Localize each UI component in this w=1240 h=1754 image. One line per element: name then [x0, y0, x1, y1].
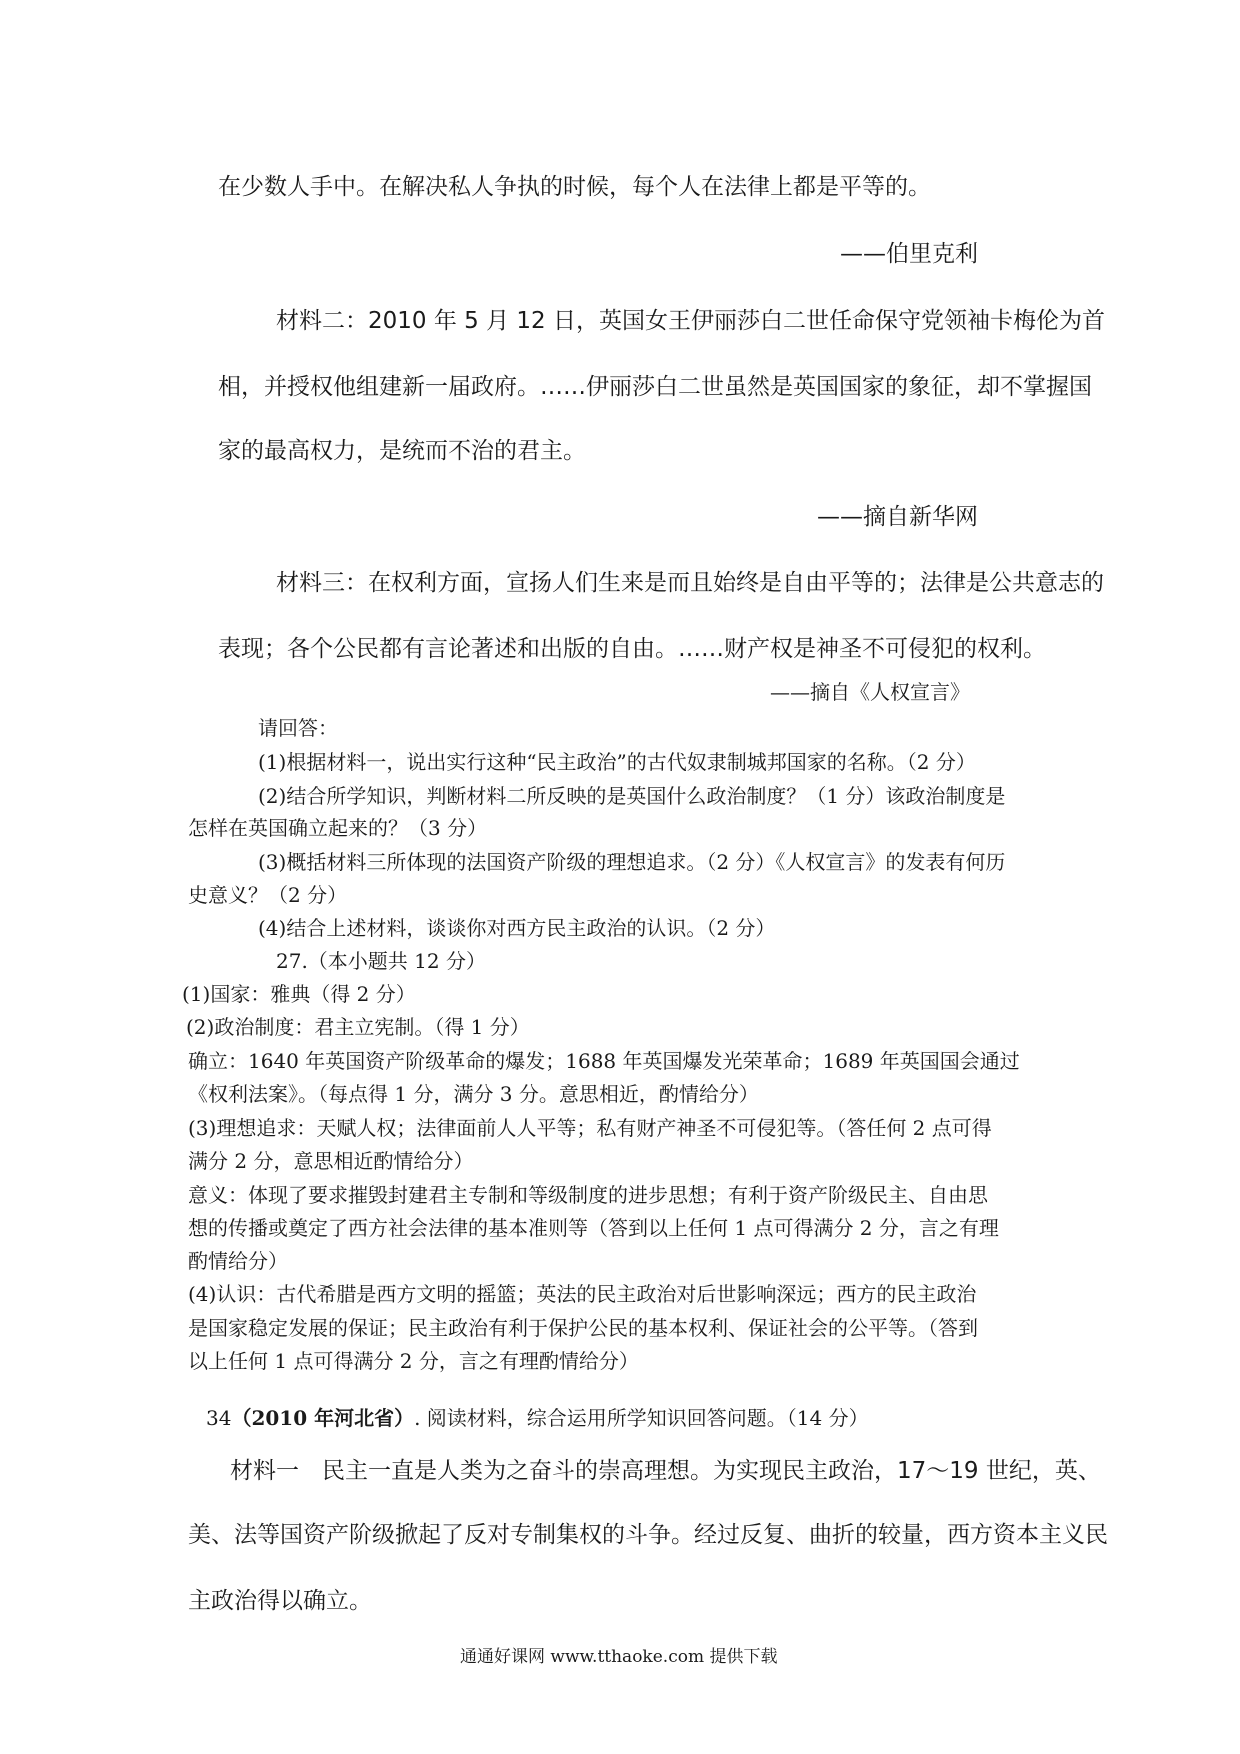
material3-source: ——摘自《人权宣言》 [770, 680, 970, 704]
answer-line: (3)理想追求：天赋人权；法律面前人人平等；私有财产神圣不可侵犯等。（答任何 2 点可得 [188, 1116, 992, 1140]
answer-heading: 27.（本小题共 12 分） [276, 949, 486, 973]
answer-line: (1)国家：雅典（得 2 分） [182, 982, 416, 1006]
material1-source: ——伯里克利 [840, 241, 978, 267]
question-1: (1)根据材料一，说出实行这种“民主政治”的古代奴隶制城邦国家的名称。（2 分） [258, 750, 976, 774]
material2-text-line: 材料二：2010 年 5 月 12 日，英国女王伊丽莎白二世任命保守党领袖卡梅伦为首 [276, 308, 1105, 334]
answer-line: 意义：体现了要求摧毁封建君主专制和等级制度的进步思想；有利于资产阶级民主、自由思 [188, 1183, 988, 1207]
question-34-source-tag: （2010 年河北省） [231, 1406, 415, 1430]
answer-line: 酌情给分） [188, 1249, 288, 1273]
question-3: (3)概括材料三所体现的法国资产阶级的理想追求。（2 分）《人权宣言》的发表有何历 [258, 850, 1006, 874]
question-34-material1-line: 材料一 民主一直是人类为之奋斗的崇高理想。为实现民主政治，17～19 世纪，英、 [230, 1458, 1101, 1484]
question-2-continued: 怎样在英国确立起来的？（3 分） [188, 816, 488, 840]
question-34-number: 34 [206, 1406, 232, 1430]
question-4: (4)结合上述材料，谈谈你对西方民主政治的认识。（2 分） [258, 916, 776, 940]
question-2: (2)结合所学知识，判断材料二所反映的是英国什么政治制度？（1 分）该政治制度是 [258, 784, 1006, 808]
answer-line: 满分 2 分，意思相近酌情给分） [188, 1149, 474, 1173]
page-footer: 通通好课网 www.tthaoke.com 提供下载 [460, 1647, 778, 1667]
answer-line: 确立：1640 年英国资产阶级革命的爆发；1688 年英国爆发光荣革命；1689 年英国国会通过 [188, 1049, 1020, 1073]
answer-line: 《权利法案》。（每点得 1 分，满分 3 分。意思相近，酌情给分） [188, 1082, 759, 1106]
answer-line: (2)政治制度：君主立宪制。（得 1 分） [186, 1015, 530, 1039]
material3-text-line: 表现；各个公民都有言论著述和出版的自由。……财产权是神圣不可侵犯的权利。 [218, 636, 1046, 662]
answer-line: (4)认识：古代希腊是西方文明的摇篮；英法的民主政治对后世影响深远；西方的民主政治 [188, 1282, 977, 1306]
material1-text-line: 在少数人手中。在解决私人争执的时候，每个人在法律上都是平等的。 [218, 174, 931, 200]
question-34-material1-line: 美、法等国资产阶级掀起了反对专制集权的斗争。经过反复、曲折的较量，西方资本主义民 [188, 1522, 1108, 1548]
questions-prompt: 请回答： [258, 716, 338, 740]
material2-source: ——摘自新华网 [817, 504, 978, 530]
question-34-heading [206, 1402, 869, 1431]
question-3-continued: 史意义？（2 分） [188, 883, 348, 907]
answer-line: 想的传播或奠定了西方社会法律的基本准则等（答到以上任何 1 点可得满分 2 分，言之有理 [188, 1216, 999, 1240]
material2-text-line: 家的最高权力，是统而不治的君主。 [218, 438, 586, 464]
answer-line: 是国家稳定发展的保证；民主政治有利于保护公民的基本权利、保证社会的公平等。（答到 [188, 1316, 978, 1340]
material3-text-line: 材料三：在权利方面，宣扬人们生来是而且始终是自由平等的；法律是公共意志的 [276, 570, 1104, 596]
question-34-material1-line: 主政治得以确立。 [188, 1588, 372, 1614]
answer-line: 以上任何 1 点可得满分 2 分，言之有理酌情给分） [188, 1349, 639, 1373]
question-34-prompt: . 阅读材料，综合运用所学知识回答问题。（14 分） [414, 1406, 869, 1430]
material2-text-line: 相，并授权他组建新一届政府。……伊丽莎白二世虽然是英国国家的象征，却不掌握国 [218, 374, 1092, 400]
